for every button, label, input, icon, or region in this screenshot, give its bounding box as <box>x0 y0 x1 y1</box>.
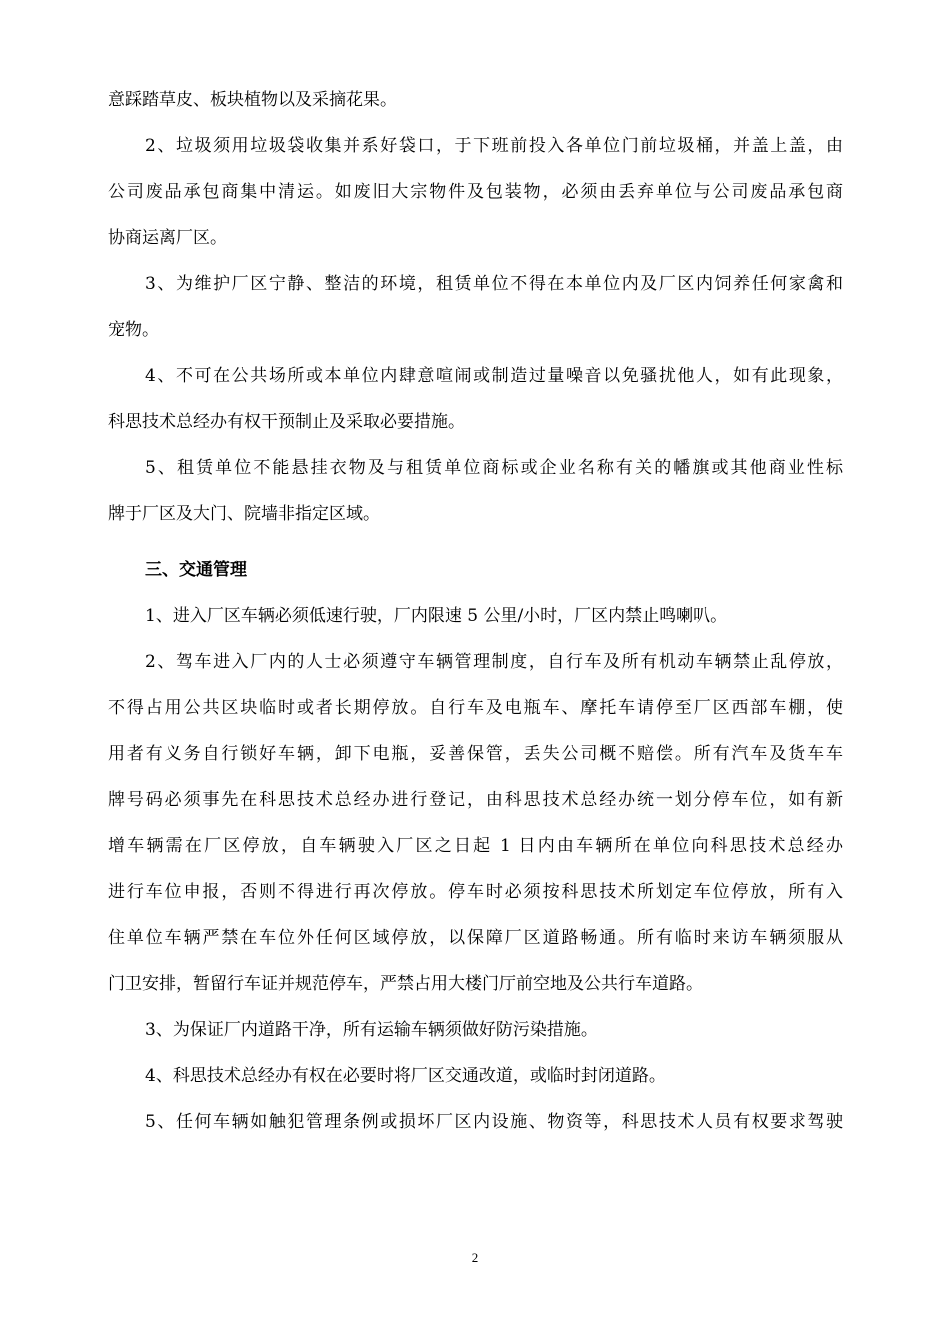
paragraph-line: 4、科思技术总经办有权在必要时将厂区交通改道，或临时封闭道路。 <box>145 1066 666 1086</box>
paragraph-line: 公司废品承包商集中清运。如废旧大宗物件及包装物，必须由丢弃单位与公司废品承包商 <box>108 182 843 202</box>
paragraph-line: 2、垃圾须用垃圾袋收集并系好袋口，于下班前投入各单位门前垃圾桶，并盖上盖，由 <box>145 136 843 156</box>
paragraph-line: 门卫安排，暂留行车证并规范停车，严禁占用大楼门厅前空地及公共行车道路。 <box>108 974 703 994</box>
paragraph-line: 用者有义务自行锁好车辆，卸下电瓶，妥善保管，丢失公司概不赔偿。所有汽车及货车车 <box>108 744 843 764</box>
paragraph-line: 5、任何车辆如触犯管理条例或损坏厂区内设施、物资等，科思技术人员有权要求驾驶 <box>145 1112 843 1132</box>
paragraph-line: 牌号码必须事先在科思技术总经办进行登记，由科思技术总经办统一划分停车位，如有新 <box>108 790 843 810</box>
paragraph-line: 不得占用公共区块临时或者长期停放。自行车及电瓶车、摩托车请停至厂区西部车棚，使 <box>108 698 843 718</box>
section-heading: 三、交通管理 <box>145 560 247 580</box>
paragraph-line: 意踩踏草皮、板块植物以及采摘花果。 <box>108 90 397 110</box>
paragraph-line: 4、不可在公共场所或本单位内肆意喧闹或制造过量噪音以免骚扰他人，如有此现象， <box>145 366 843 386</box>
paragraph-line: 进行车位申报，否则不得进行再次停放。停车时必须按科思技术所划定车位停放，所有入 <box>108 882 843 902</box>
paragraph-line: 5、租赁单位不能悬挂衣物及与租赁单位商标或企业名称有关的幡旗或其他商业性标 <box>145 458 843 478</box>
paragraph-line: 增车辆需在厂区停放，自车辆驶入厂区之日起 1 日内由车辆所在单位向科思技术总经办 <box>108 836 843 856</box>
paragraph-line: 2、驾车进入厂内的人士必须遵守车辆管理制度，自行车及所有机动车辆禁止乱停放， <box>145 652 843 672</box>
paragraph-line: 3、为维护厂区宁静、整洁的环境，租赁单位不得在本单位内及厂区内饲养任何家禽和 <box>145 274 843 294</box>
paragraph-line: 协商运离厂区。 <box>108 228 227 248</box>
page-content <box>108 90 843 1158</box>
paragraph-line: 牌于厂区及大门、院墙非指定区域。 <box>108 504 380 524</box>
paragraph-line: 3、为保证厂内道路干净，所有运输车辆须做好防污染措施。 <box>145 1020 598 1040</box>
page-number: 2 <box>471 1250 479 1265</box>
paragraph-line: 住单位车辆严禁在车位外任何区域停放，以保障厂区道路畅通。所有临时来访车辆须服从 <box>108 928 843 948</box>
paragraph-line: 1、进入厂区车辆必须低速行驶，厂内限速 5 公里/小时，厂区内禁止鸣喇叭。 <box>145 606 728 626</box>
paragraph-line: 宠物。 <box>108 320 159 340</box>
paragraph-line: 科思技术总经办有权干预制止及采取必要措施。 <box>108 412 465 432</box>
